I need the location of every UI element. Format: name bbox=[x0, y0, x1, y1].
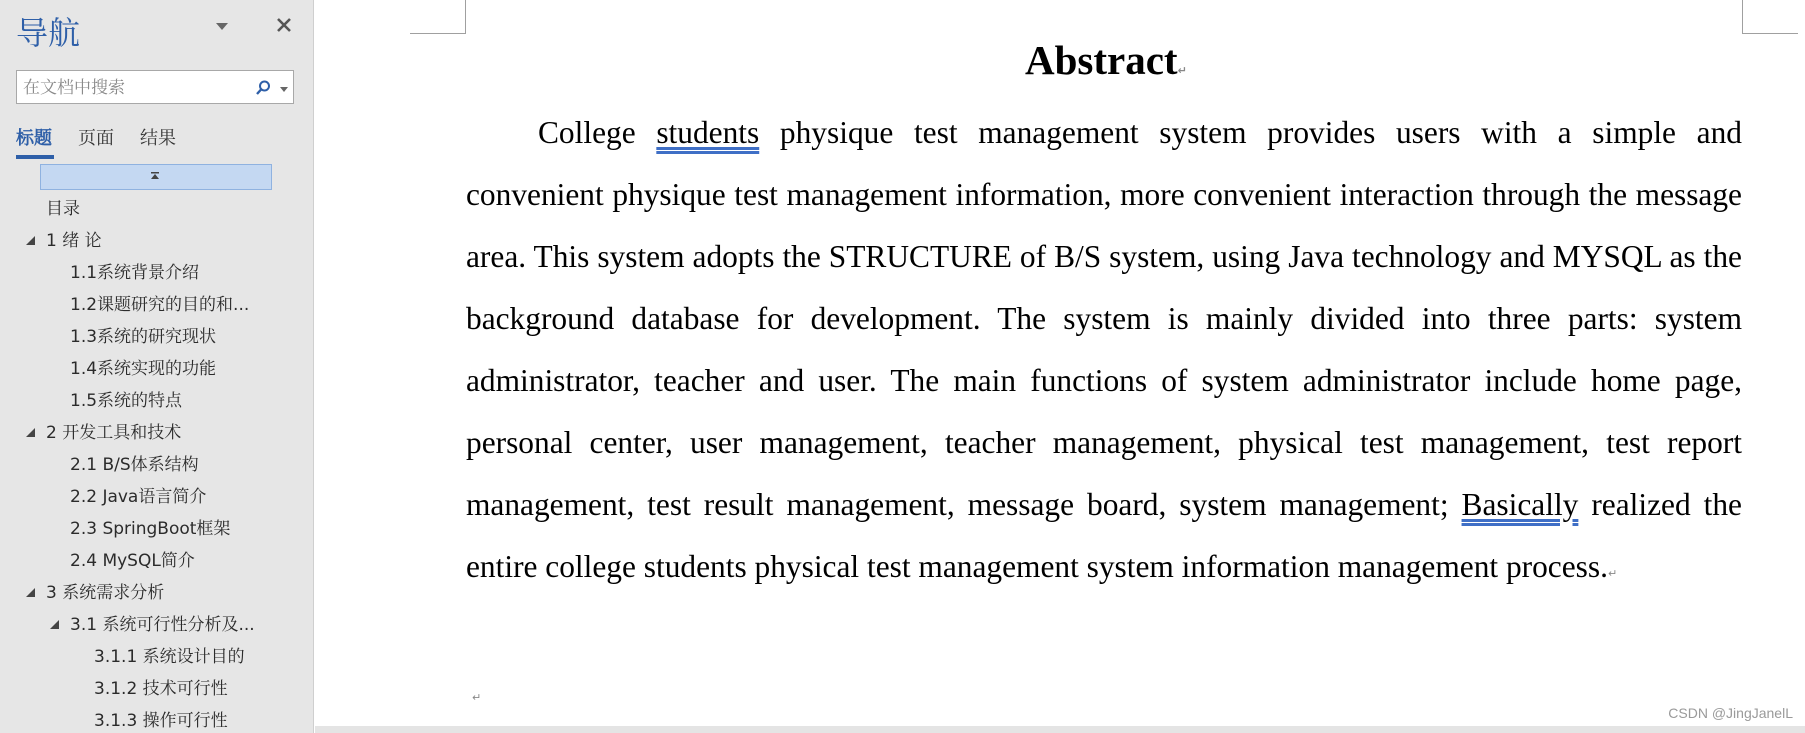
tree-item-label: 2.4 MySQL简介 bbox=[70, 551, 195, 571]
tree-item-label: 2.2 Java语言简介 bbox=[70, 487, 207, 507]
navigation-pane bbox=[0, 0, 314, 733]
spellcheck-flagged-word[interactable]: students bbox=[656, 115, 760, 150]
tree-item-label: 2 开发工具和技术 bbox=[46, 423, 182, 443]
tree-item-label: 1.1系统背景介绍 bbox=[70, 263, 200, 283]
body-text: physique test management system provides users with a simple and convenient physique test management information, more convenient interaction through the message area. This system adopts the STRUCTURE of B/S system, using Java technology and MYSQL as the background database for development. The system is mainly divided into three parts: system administrator, teacher and user. The main functions of system administrator include home page, personal center, user management, teacher management, physical test management, test report management, test result management, message board, system management; bbox=[466, 115, 1742, 522]
search-box[interactable] bbox=[16, 70, 294, 104]
horizontal-scrollbar[interactable] bbox=[315, 726, 1805, 733]
tree-item[interactable] bbox=[46, 226, 102, 252]
tree-item[interactable] bbox=[70, 450, 199, 476]
chevron-down-icon[interactable] bbox=[277, 81, 291, 95]
watermark: CSDN @JingJanelL bbox=[1668, 705, 1793, 721]
pane-options-icon[interactable] bbox=[212, 16, 232, 36]
collapse-icon[interactable] bbox=[48, 618, 60, 630]
paragraph-mark-icon: ↵ bbox=[472, 691, 482, 704]
tree-item-label: 3.1.1 系统设计目的 bbox=[94, 647, 245, 667]
tree-item-label: 2.3 SpringBoot框架 bbox=[70, 519, 231, 539]
tree-item[interactable] bbox=[70, 322, 216, 348]
nav-pane-title: 导航 bbox=[16, 14, 81, 52]
spellcheck-flagged-word[interactable]: Basically bbox=[1461, 487, 1579, 522]
tree-item[interactable] bbox=[46, 194, 80, 220]
crop-mark-top-left bbox=[410, 0, 470, 36]
body-text: realized the entire college students physical test management system information management process. bbox=[466, 487, 1742, 584]
tree-item-label: 1.4系统实现的功能 bbox=[70, 359, 217, 379]
empty-paragraph[interactable] bbox=[472, 686, 481, 705]
collapse-icon[interactable] bbox=[24, 586, 36, 598]
tree-item[interactable] bbox=[70, 610, 255, 636]
tree-item-label: 1.3系统的研究现状 bbox=[70, 327, 217, 347]
abstract-heading[interactable] bbox=[1025, 36, 1187, 84]
search-icon[interactable] bbox=[253, 78, 273, 98]
abstract-heading-text: Abstract bbox=[1025, 37, 1178, 83]
tree-item-label: 1 绪 论 bbox=[46, 231, 102, 251]
crop-mark-top-right bbox=[1738, 0, 1800, 36]
tree-item[interactable] bbox=[94, 706, 228, 732]
abstract-paragraph[interactable] bbox=[466, 102, 1742, 605]
close-icon[interactable] bbox=[272, 13, 296, 37]
tree-item[interactable] bbox=[70, 482, 206, 508]
tree-item[interactable] bbox=[46, 578, 164, 604]
tree-item-label: 2.1 B/S体系结构 bbox=[70, 455, 199, 475]
tab-results[interactable]: 结果 bbox=[140, 128, 176, 149]
paragraph-mark-icon: ↵ bbox=[1607, 567, 1618, 580]
body-text: College bbox=[538, 115, 657, 150]
tree-item-label: 1.5系统的特点 bbox=[70, 391, 183, 411]
tree-item[interactable] bbox=[94, 642, 245, 668]
search-input[interactable] bbox=[21, 76, 245, 100]
tree-item[interactable] bbox=[70, 258, 199, 284]
collapse-icon[interactable] bbox=[24, 234, 36, 246]
tree-item[interactable] bbox=[70, 290, 249, 316]
active-tab-indicator bbox=[16, 155, 54, 159]
tree-item[interactable] bbox=[46, 418, 181, 444]
paragraph-mark-icon: ↵ bbox=[1177, 64, 1187, 77]
tree-item[interactable] bbox=[70, 514, 230, 540]
tab-pages[interactable]: 页面 bbox=[78, 128, 114, 149]
tab-headings[interactable]: 标题 bbox=[16, 128, 52, 149]
tree-item-label: 目录 bbox=[46, 199, 80, 219]
tree-item[interactable] bbox=[70, 386, 182, 412]
tree-item-label: 3.1.2 技术可行性 bbox=[94, 679, 228, 699]
tree-item[interactable] bbox=[94, 674, 228, 700]
tree-item-label: 3.1.3 操作可行性 bbox=[94, 711, 228, 731]
tree-item-label: 3 系统需求分析 bbox=[46, 583, 165, 603]
tree-item-label: 3.1 系统可行性分析及... bbox=[70, 615, 255, 635]
scroll-up-button[interactable] bbox=[40, 164, 272, 190]
tree-item[interactable] bbox=[70, 546, 195, 572]
tree-item[interactable] bbox=[70, 354, 216, 380]
tree-item-label: 1.2课题研究的目的和... bbox=[70, 295, 250, 315]
collapse-icon[interactable] bbox=[24, 426, 36, 438]
